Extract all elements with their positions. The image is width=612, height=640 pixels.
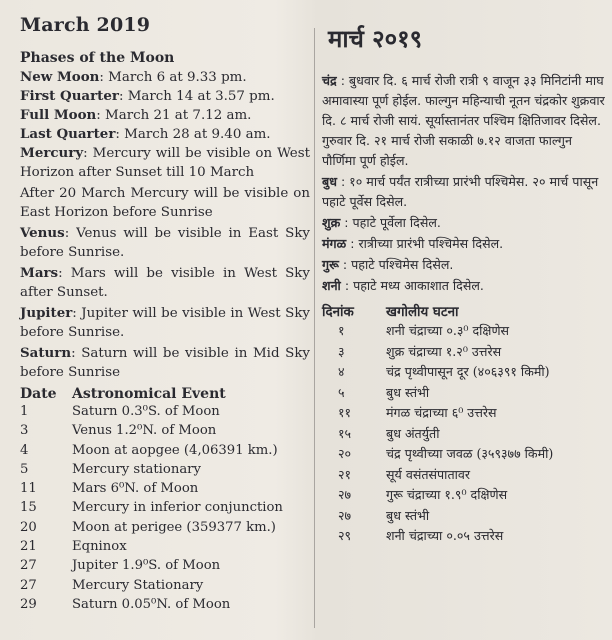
event-description: Venus 1.2⁰N. of Moon xyxy=(72,423,217,439)
event-date: 15 xyxy=(20,500,37,516)
event-row xyxy=(20,462,283,481)
events-header-row xyxy=(20,384,283,404)
marathi-para: बुध : १० मार्च पर्यंत रात्रीच्या प्रारंभी पश्चिमेस. २० मार्च पासून पहाटे पूर्वेस दिसेल. xyxy=(322,174,599,209)
event-description: बुध स्तंभी xyxy=(386,384,430,400)
event-row-marathi xyxy=(322,445,553,466)
events-table-marathi xyxy=(322,300,553,548)
event-date: २७ xyxy=(338,507,352,523)
marathi-para: मंगळ : रात्रीच्या प्रारंभी पश्चिमेस दिसेल. xyxy=(322,236,504,251)
planets-list xyxy=(20,144,310,382)
event-description: Mercury in inferior conjunction xyxy=(72,500,283,516)
event-row-marathi xyxy=(322,466,553,487)
event-description: बुध अंतर्युती xyxy=(386,425,440,441)
event-date: 29 xyxy=(20,596,37,612)
events-table xyxy=(20,384,283,616)
planet-item: Saturn: Saturn will be visible in Mid Sky before Sunrise xyxy=(20,345,310,380)
event-date: २१ xyxy=(338,466,352,482)
event-date: 1 xyxy=(20,404,29,419)
event-date: ३ xyxy=(338,343,345,359)
event-row xyxy=(20,481,283,500)
event-description: मंगळ चंद्राच्या ६⁰ उत्तरेस xyxy=(386,405,497,420)
event-row-marathi xyxy=(322,343,553,364)
marathi-para: शनी : पहाटे मध्य आकाशात दिसेल. xyxy=(322,278,484,293)
event-row-marathi xyxy=(322,363,553,384)
events-header-row-marathi xyxy=(322,300,553,322)
event-row-marathi xyxy=(322,322,553,343)
event-row xyxy=(20,423,283,442)
event-date: 4 xyxy=(20,442,29,458)
event-date: 3 xyxy=(20,423,29,439)
event-description: बुध स्तंभी xyxy=(386,507,430,523)
event-description: Mercury stationary xyxy=(72,461,201,477)
event-date: 27 xyxy=(20,558,37,574)
event-description: चंद्र पृथ्वीच्या जवळ (३५९३७७ किमी) xyxy=(386,446,554,461)
event-description: Mars 6⁰N. of Moon xyxy=(72,481,199,497)
event-description: शुक्र चंद्राच्या १.२⁰ उत्तरेस xyxy=(386,343,502,359)
phase-item: New Moon: March 6 at 9.33 pm. xyxy=(20,69,247,85)
column-divider xyxy=(314,28,315,628)
event-header-marathi: खगोलीय घटना xyxy=(386,304,459,320)
event-date: २७ xyxy=(338,487,352,502)
event-date: २९ xyxy=(338,528,352,543)
event-description: गुरू चंद्राच्या १.९⁰ दक्षिणेस xyxy=(386,487,508,502)
event-description: Jupiter 1.9⁰S. of Moon xyxy=(72,558,221,574)
event-date: 11 xyxy=(20,481,37,497)
marathi-paragraphs xyxy=(322,71,606,296)
event-date: ११ xyxy=(338,405,352,420)
event-description: Moon at perigee (359377 km.) xyxy=(72,519,276,535)
event-description: चंद्र पृथ्वीपासून दूर (४०६३९१ किमी) xyxy=(386,364,550,379)
english-column xyxy=(20,14,310,616)
event-date: 21 xyxy=(20,539,37,555)
phase-item: Last Quarter: March 28 at 9.40 am. xyxy=(20,126,271,142)
phase-item: Full Moon: March 21 at 7.12 am. xyxy=(20,107,252,123)
event-description: Mercury Stationary xyxy=(72,577,204,593)
event-description: सूर्य वसंतसंपातावर xyxy=(386,466,471,482)
event-date: १५ xyxy=(338,425,352,441)
phase-item: First Quarter: March 14 at 3.57 pm. xyxy=(20,88,275,104)
event-row xyxy=(20,443,283,462)
page-title: March 2019 xyxy=(20,14,151,36)
event-description: Saturn 0.05⁰N. of Moon xyxy=(72,596,231,612)
event-row-marathi xyxy=(322,507,553,528)
event-row xyxy=(20,500,283,519)
planet-item: Jupiter: Jupiter will be visible in West Sky before Sunrise. xyxy=(20,305,310,340)
event-row xyxy=(20,578,283,597)
phases-heading: Phases of the Moon xyxy=(20,50,175,66)
marathi-para: गुरू : पहाटे पश्चिमेस दिसेल. xyxy=(322,257,454,272)
planet-item: After 20 March Mercury will be visible on East Horizon before Sunrise xyxy=(20,186,310,220)
event-row-marathi xyxy=(322,486,553,507)
event-date: 27 xyxy=(20,577,37,593)
event-header: Astronomical Event xyxy=(72,386,226,402)
event-description: Saturn 0.3⁰S. of Moon xyxy=(72,404,220,419)
event-row-marathi xyxy=(322,384,553,405)
event-description: शनी चंद्राच्या ०.०५ उत्तरेस xyxy=(386,528,504,543)
planet-item: Mercury: Mercury will be visible on West Horizon after Sunset till 10 March xyxy=(20,145,310,180)
event-date: 20 xyxy=(20,519,37,535)
event-row-marathi xyxy=(322,425,553,446)
event-row xyxy=(20,520,283,539)
marathi-column xyxy=(322,22,606,548)
phases-list xyxy=(20,68,310,144)
page-title-marathi: मार्च २०१९ xyxy=(328,24,423,53)
event-description: शनी चंद्राच्या ०.३⁰ दक्षिणेस xyxy=(386,323,510,338)
event-description: Moon at aopgee (4,06391 km.) xyxy=(72,442,278,458)
planet-item: Mars: Mars will be visible in West Sky after Sunset. xyxy=(20,265,310,300)
event-date: ५ xyxy=(338,384,345,400)
event-row xyxy=(20,539,283,558)
event-date: १ xyxy=(338,323,345,338)
marathi-para: चंद्र : बुधवार दि. ६ मार्च रोजी रात्री ९ वाजून ३३ मिनिटांनी माघ अमावास्या पूर्ण होईल. फाल्गुन महिन्याची नूतन चंद्रकोर शुक्रवार दि. ८ मार्च रोजी सायं. सूर्यास्तानंतर पश्चिम क्षितिजावर दिसेल. गुरुवार दि. २१ मार्च रोजी सकाळी ७.१२ वाजता फाल्गुन पौर्णिमा पूर्ण होईल. xyxy=(322,73,605,168)
planet-item: Venus: Venus will be visible in East Sky before Sunrise. xyxy=(20,225,310,260)
date-header: Date xyxy=(20,386,57,402)
event-row xyxy=(20,597,283,616)
event-row xyxy=(20,558,283,577)
event-row-marathi xyxy=(322,527,553,548)
event-date: 5 xyxy=(20,461,29,477)
event-row-marathi xyxy=(322,404,553,425)
event-date: ४ xyxy=(338,364,345,379)
event-date: २० xyxy=(338,446,352,461)
event-description: Eqninox xyxy=(72,539,127,555)
marathi-para: शुक्र : पहाटे पूर्वेला दिसेल. xyxy=(322,215,441,230)
date-header-marathi: दिनांक xyxy=(322,304,354,320)
event-row xyxy=(20,404,283,423)
